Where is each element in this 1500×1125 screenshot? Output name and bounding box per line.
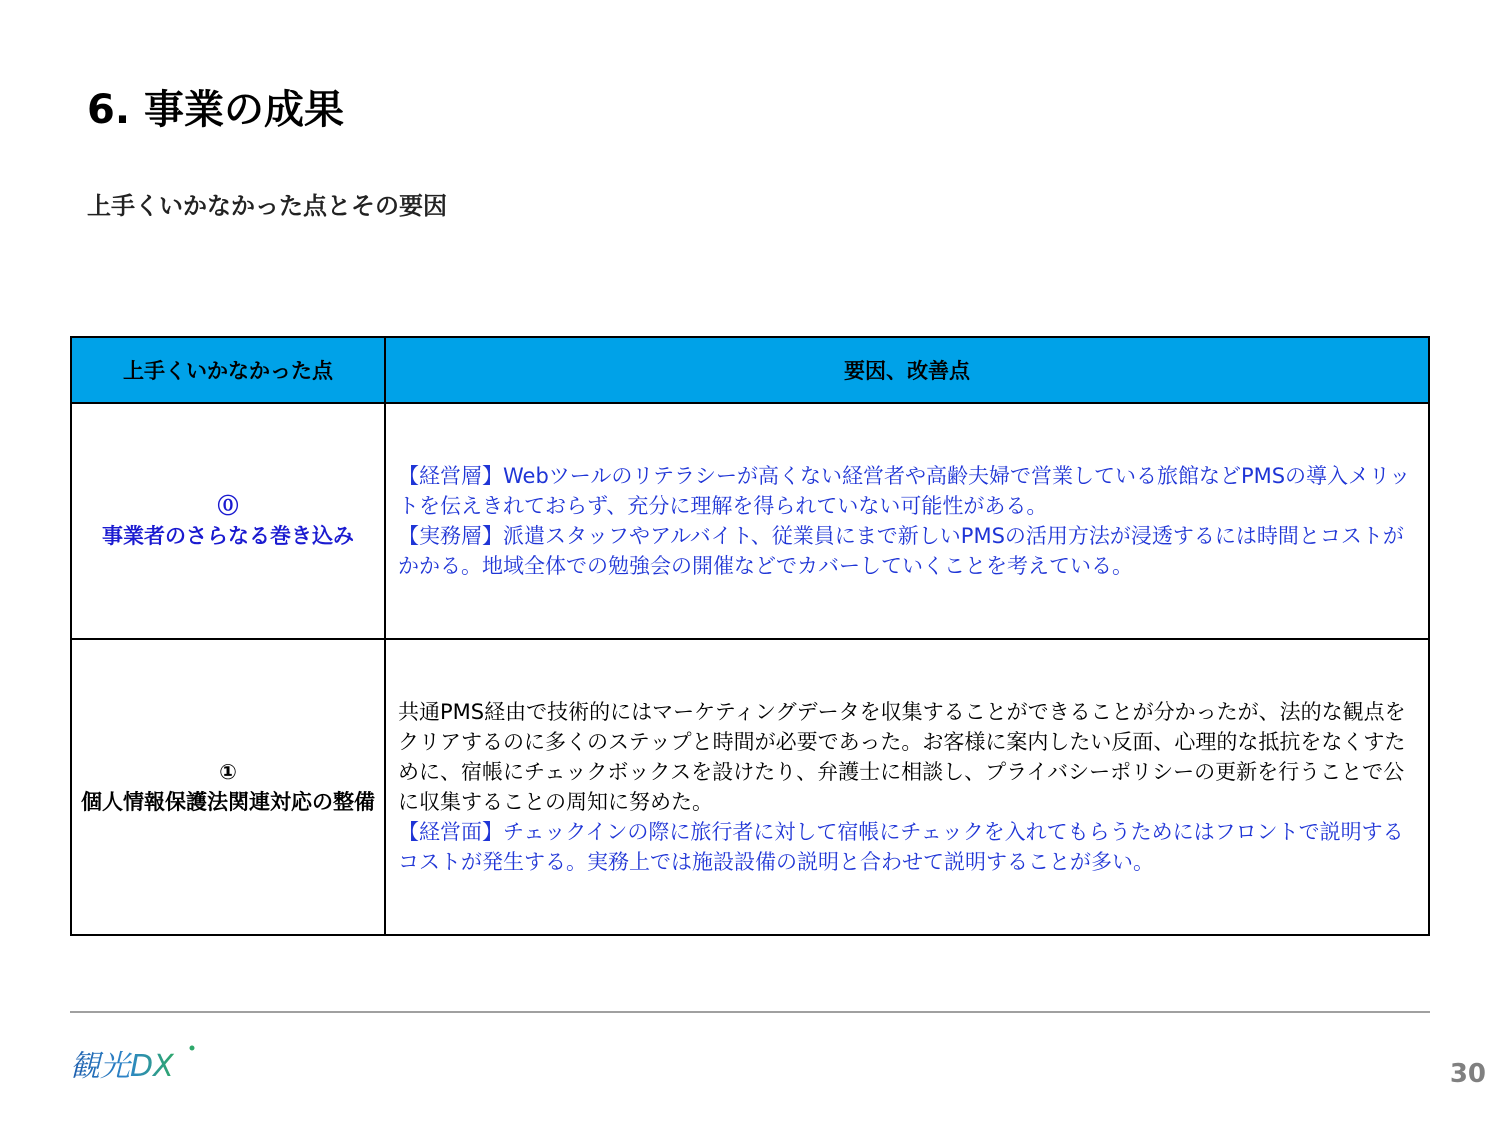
page-number: 30 <box>1449 1059 1486 1089</box>
detail-cell <box>385 403 1429 639</box>
issue-label: 個人情報保護法関連対応の整備 <box>81 790 375 814</box>
detail-paragraph: 共通PMS経由で技術的にはマーケティングデータを収集することができることが分かったが、法的な観点をクリアするのに多くのステップと時間が必要であった。お客様に案内したい反面、心理的な抵抗をなくすために、宿帳にチェックボックスを設けたり、弁護士に相談し、プライバシーポリシーの更新を行うことで公に収集することの周知に努めた。 <box>398 700 1406 814</box>
detail-paragraph: 【実務層】派遣スタッフやアルバイト、従業員にまで新しいPMSの活用方法が浸透するには時間とコストがかかる。地域全体での勉強会の開催などでカバーしていくことを考えている。 <box>398 524 1404 578</box>
issue-number: ① <box>219 760 237 784</box>
detail-paragraph: 【経営層】Webツールのリテラシーが高くない経営者や高齢夫婦で営業している旅館などPMSの導入メリットを伝えきれておらず、充分に理解を得られていない可能性がある。 <box>398 464 1411 518</box>
section-subtitle: 上手くいかなかった点とその要因 <box>87 192 447 220</box>
logo-text: 観光DX <box>70 1049 174 1084</box>
table-row <box>71 403 1429 639</box>
issue-number: ⓪ <box>217 494 239 518</box>
detail-paragraph: 【経営面】チェックインの際に旅行者に対して宿帳にチェックを入れてもらうためにはフロントで説明するコストが発生する。実務上では施設設備の説明と合わせて説明することが多い。 <box>398 820 1404 874</box>
footer-divider <box>70 1011 1430 1013</box>
issue-cell <box>71 403 385 639</box>
header-cause: 要因、改善点 <box>385 337 1429 403</box>
page-title: 6. 事業の成果 <box>87 87 344 133</box>
header-issue: 上手くいかなかった点 <box>71 337 385 403</box>
issue-cell <box>71 639 385 935</box>
table-row <box>71 639 1429 935</box>
issue-label: 事業者のさらなる巻き込み <box>102 524 354 548</box>
detail-cell <box>385 639 1429 935</box>
kanko-dx-logo <box>68 1040 198 1084</box>
table-header-row <box>71 337 1429 403</box>
results-table <box>70 336 1430 936</box>
